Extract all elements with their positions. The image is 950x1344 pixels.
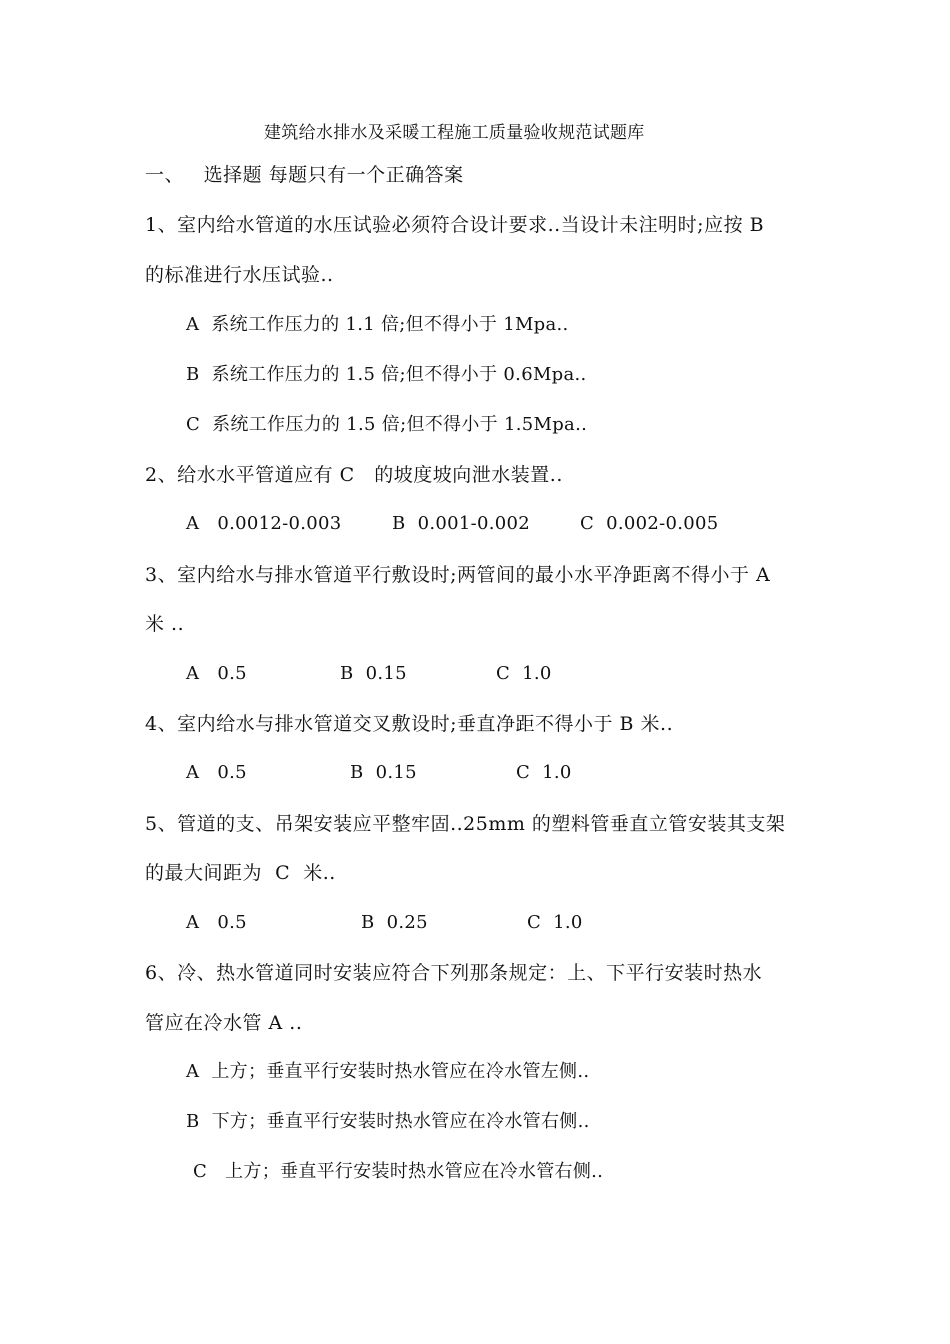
question-1-line-1: 1、室内给水管道的水压试验必须符合设计要求..当设计未注明时;应按 B (145, 214, 765, 236)
question-3-line-1: 3、室内给水与排水管道平行敷设时;两管间的最小水平净距离不得小于 A (145, 564, 771, 586)
question-2-line-1: 2、给水水平管道应有 C 的坡度坡向泄水装置.. (145, 464, 563, 486)
question-1-line-2: 的标准进行水压试验.. (145, 264, 334, 286)
question-6-option-c: C 上方；垂直平行安装时热水管应在冷水管右侧.. (193, 1161, 604, 1182)
question-1-option-c: C 系统工作压力的 1.5 倍;但不得小于 1.5Mpa.. (186, 414, 588, 435)
question-4-option-c: C 1.0 (516, 762, 572, 783)
question-3-option-c: C 1.0 (496, 663, 552, 684)
question-5-line-1: 5、管道的支、吊架安装应平整牢固..25mm 的塑料管垂直立管安装其支架 (145, 813, 786, 835)
question-4-option-a: A 0.5 (186, 762, 247, 783)
question-4-option-b: B 0.15 (350, 762, 417, 783)
question-6-line-2: 管应在冷水管 A .. (145, 1012, 303, 1034)
question-6-line-1: 6、冷、热水管道同时安装应符合下列那条规定：上、下平行安装时热水 (145, 962, 763, 984)
question-5-option-b: B 0.25 (361, 912, 428, 933)
question-6-option-b: B 下方；垂直平行安装时热水管应在冷水管右侧.. (186, 1111, 590, 1132)
question-3-line-2: 米 .. (145, 613, 185, 635)
question-2-option-c: C 0.002-0.005 (580, 513, 719, 534)
question-4-line-1: 4、室内给水与排水管道交叉敷设时;垂直净距不得小于 B 米.. (145, 713, 674, 735)
question-5-option-c: C 1.0 (527, 912, 583, 933)
document-title: 建筑给水排水及采暖工程施工质量验收规范试题库 (264, 123, 645, 143)
question-2-option-b: B 0.001-0.002 (392, 513, 531, 534)
question-5-line-2: 的最大间距为 C 米.. (145, 862, 336, 884)
question-3-option-b: B 0.15 (340, 663, 407, 684)
section-heading: 一、 选择题 每题只有一个正确答案 (145, 164, 464, 186)
question-3-option-a: A 0.5 (186, 663, 247, 684)
question-1-option-b: B 系统工作压力的 1.5 倍;但不得小于 0.6Mpa.. (186, 364, 587, 385)
question-2-option-a: A 0.0012-0.003 (186, 513, 342, 534)
question-5-option-a: A 0.5 (186, 912, 247, 933)
question-6-option-a: A 上方；垂直平行安装时热水管应在冷水管左侧.. (186, 1061, 590, 1082)
question-1-option-a: A 系统工作压力的 1.1 倍;但不得小于 1Mpa.. (186, 314, 569, 335)
